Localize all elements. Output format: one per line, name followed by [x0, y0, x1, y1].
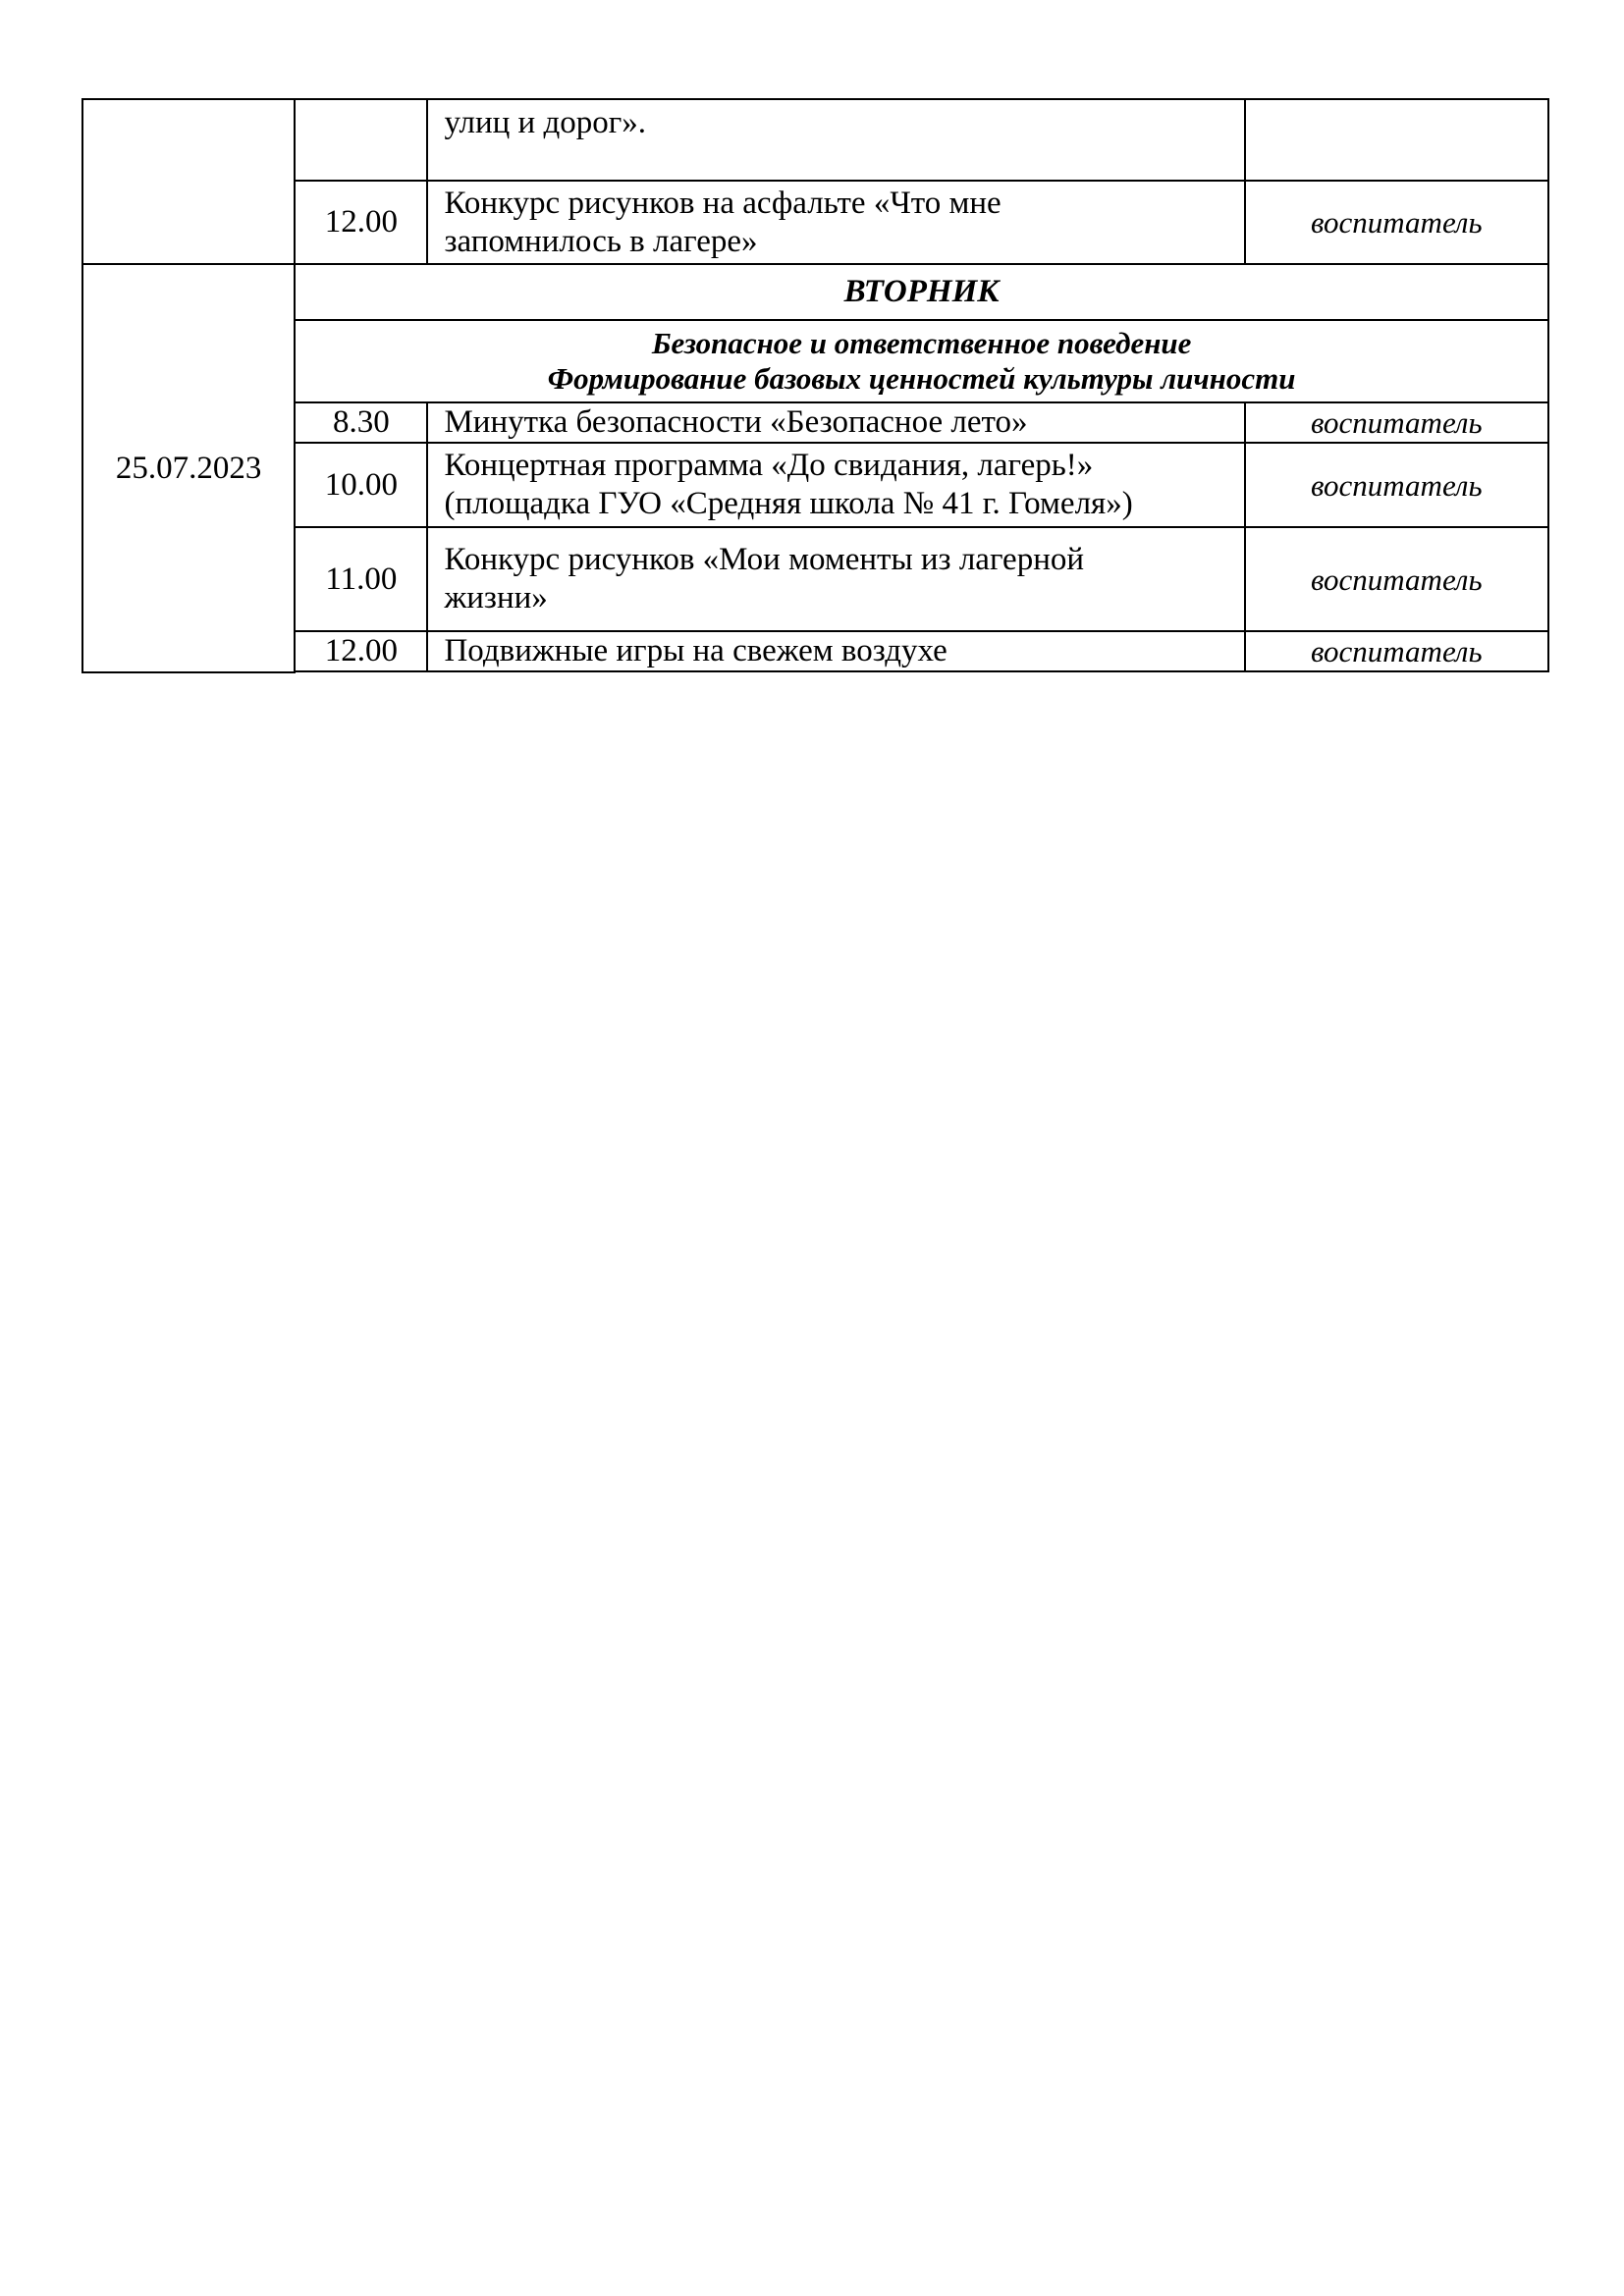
event-text: запомнилось в лагере» [444, 223, 758, 259]
time-cell: 8.30 [295, 402, 427, 443]
spacer-cell [295, 671, 1548, 672]
event-cell [427, 443, 1244, 527]
time-cell-empty [295, 99, 427, 181]
event-cell [427, 402, 1244, 443]
event-text: Конкурс рисунков на асфальте «Что мне [444, 185, 1001, 221]
time-cell: 12.00 [295, 631, 427, 671]
time-cell: 12.00 [295, 181, 427, 264]
event-text: Минутка безопасности «Безопасное лето» [444, 404, 1028, 440]
table-row-spacer [82, 671, 1548, 672]
date-cell-empty [82, 99, 295, 264]
event-text: Концертная программа «До свидания, лагерь!» [444, 448, 1094, 483]
theme-line: Безопасное и ответственное поведение [651, 326, 1192, 360]
responsible-cell-empty [1245, 99, 1548, 181]
event-text: Конкурс рисунков «Мои моменты из лагерной [444, 542, 1085, 577]
date-cell: 25.07.2023 [82, 264, 295, 672]
event-text: (площадка ГУО «Средняя школа № 41 г. Гомеля») [444, 486, 1133, 521]
event-cell [427, 631, 1244, 671]
event-text: улиц и дорог». [444, 105, 647, 140]
day-header-row [82, 264, 1548, 320]
schedule-table [81, 98, 1549, 673]
event-text: Подвижные игры на свежем воздухе [444, 633, 947, 668]
weekday-heading: ВТОРНИК [295, 264, 1548, 320]
table-row [82, 402, 1548, 443]
table-row [82, 181, 1548, 264]
table-row [82, 443, 1548, 527]
theme-row [82, 320, 1548, 402]
responsible-cell: воспитатель [1245, 181, 1548, 264]
responsible-cell: воспитатель [1245, 402, 1548, 443]
table-row [82, 99, 1548, 181]
event-text: жизни» [444, 580, 548, 615]
time-cell: 11.00 [295, 527, 427, 631]
event-cell [427, 527, 1244, 631]
event-cell [427, 99, 1244, 181]
day-theme [295, 320, 1548, 402]
responsible-cell: воспитатель [1245, 631, 1548, 671]
theme-line: Формирование базовых ценностей культуры личности [547, 361, 1296, 396]
table-row [82, 631, 1548, 671]
event-cell [427, 181, 1244, 264]
responsible-cell: воспитатель [1245, 527, 1548, 631]
responsible-cell: воспитатель [1245, 443, 1548, 527]
time-cell: 10.00 [295, 443, 427, 527]
table-row [82, 527, 1548, 631]
